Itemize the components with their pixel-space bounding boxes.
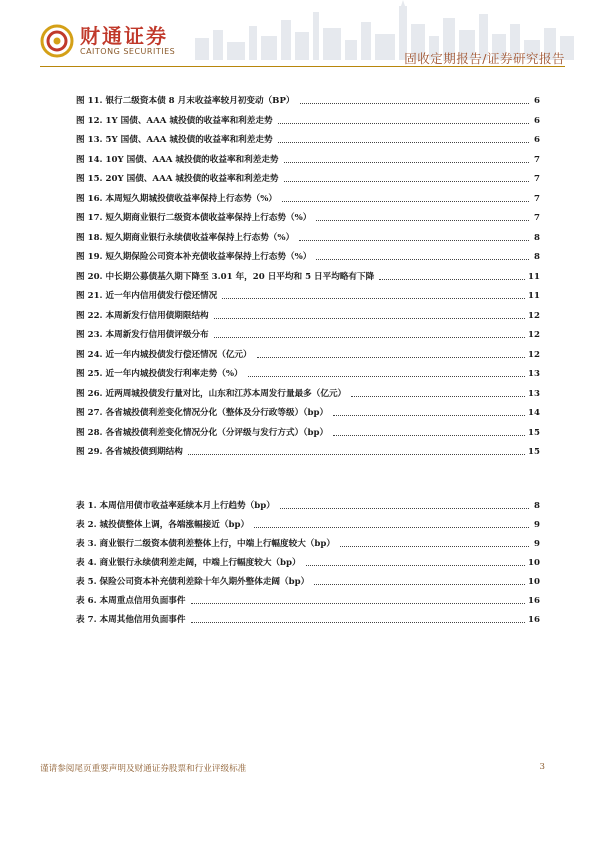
table-entry-page: 10	[528, 558, 540, 568]
figure-entry[interactable]	[76, 386, 540, 400]
table-entry-title: 表 3. 商业银行二级资本债利差整体上行，中端上行幅度较大（bp）	[76, 539, 336, 549]
figure-entry-title: 图 19. 短久期保险公司资本补充债收益率保持上行态势（%）	[76, 252, 312, 262]
figure-entry-title: 图 22. 本周新发行信用债期限结构	[76, 310, 209, 321]
dot-leader	[222, 298, 525, 299]
dot-leader	[300, 103, 530, 104]
figure-entry[interactable]	[76, 152, 540, 166]
figure-entry-title: 图 23. 本周新发行信用债评级分布	[76, 330, 209, 340]
figure-entry-title: 图 24. 近一年内城投债发行偿还情况（亿元）	[76, 349, 252, 360]
dot-leader	[214, 337, 525, 338]
table-entry[interactable]	[76, 555, 540, 569]
table-entry-page: 9	[534, 520, 540, 530]
dot-leader	[284, 181, 529, 182]
dot-leader	[316, 220, 529, 221]
dot-leader	[280, 508, 529, 509]
figure-entry[interactable]	[76, 444, 540, 458]
figure-entry-title: 图 13. 5Y 国债、AAA 城投债的收益率和利差走势	[76, 135, 273, 145]
figure-entry-page: 11	[528, 271, 540, 282]
figure-entry[interactable]	[76, 405, 540, 419]
table-entry-page: 16	[528, 615, 540, 625]
dot-leader	[278, 142, 529, 143]
figure-entry-title: 图 15. 20Y 国债、AAA 城投债的收益率和利差走势	[76, 174, 279, 184]
figure-entry[interactable]	[76, 288, 540, 302]
figure-entry[interactable]	[76, 113, 540, 127]
figure-entry-title: 图 27. 各省城投债利差变化情况分化（整体及分行政等级）（bp）	[76, 408, 329, 418]
figure-entry-title: 图 21. 近一年内信用债发行偿还情况	[76, 291, 218, 301]
figure-entry[interactable]	[76, 347, 540, 361]
figure-entry-title: 图 20. 中长期公募债基久期下降至 3.01 年，20 日平均和 5 日平均略有下降	[76, 271, 375, 282]
figure-entry-title: 图 18. 短久期商业银行永续债收益率保持上行态势（%）	[76, 232, 295, 243]
caitong-logo-icon	[40, 24, 74, 58]
table-entry-title: 表 6. 本周重点信用负面事件	[76, 596, 186, 606]
dot-leader	[306, 565, 525, 566]
dot-leader	[257, 357, 525, 358]
figure-entry-page: 12	[528, 349, 540, 360]
figure-entry-page: 7	[534, 174, 540, 184]
figure-entry-title: 图 16. 本周短久期城投债收益率保持上行态势（%）	[76, 193, 277, 204]
dot-leader	[333, 435, 525, 436]
figure-entry-page: 13	[528, 369, 540, 379]
figure-entry[interactable]	[76, 191, 540, 205]
figure-entry[interactable]	[76, 132, 540, 146]
figure-entry-page: 8	[534, 252, 540, 262]
table-entry[interactable]	[76, 517, 540, 531]
figure-entry-page: 7	[534, 154, 540, 165]
dot-leader	[284, 162, 529, 163]
figure-entry-title: 图 25. 近一年内城投债发行利率走势（%）	[76, 369, 243, 379]
dot-leader	[316, 259, 529, 260]
table-entry-page: 9	[534, 539, 540, 549]
dot-leader	[333, 415, 525, 416]
company-logo	[40, 24, 175, 58]
figure-entry[interactable]	[76, 269, 540, 283]
table-entry-title: 表 1. 本周信用债市收益率延续本月上行趋势（bp）	[76, 501, 275, 511]
figure-entry-title: 图 14. 10Y 国债、AAA 城投债的收益率和利差走势	[76, 154, 279, 165]
figure-entry-page: 14	[528, 408, 540, 418]
dot-leader	[191, 622, 526, 623]
figure-entry-page: 11	[528, 291, 540, 301]
dot-leader	[214, 318, 525, 319]
header-divider	[40, 66, 565, 67]
figure-entry-title: 图 29. 各省城投债到期结构	[76, 447, 183, 457]
figure-entry[interactable]	[76, 93, 540, 107]
figure-entry-page: 6	[534, 135, 540, 145]
dot-leader	[340, 546, 529, 547]
table-entry[interactable]	[76, 536, 540, 550]
figure-entry[interactable]	[76, 230, 540, 244]
dot-leader	[351, 396, 525, 397]
figure-entry[interactable]	[76, 366, 540, 380]
dot-leader	[191, 603, 526, 604]
table-entry[interactable]	[76, 574, 540, 588]
page-number: 3	[539, 762, 545, 772]
dot-leader	[379, 279, 525, 280]
figure-entry-page: 15	[528, 427, 540, 438]
table-entry-page: 8	[534, 501, 540, 511]
figure-entry-page: 12	[528, 310, 540, 321]
table-entry-title: 表 4. 商业银行永续债利差走阔，中端上行幅度较大（bp）	[76, 558, 301, 568]
figure-entry[interactable]	[76, 249, 540, 263]
figure-entry-title: 图 28. 各省城投债利差变化情况分化（分评级与发行方式）（bp）	[76, 427, 329, 438]
figure-entry-title: 图 26. 近两周城投债发行量对比，山东和江苏本周发行量最多（亿元）	[76, 388, 347, 399]
table-entry-page: 10	[528, 577, 540, 587]
figure-entry-title: 图 11. 银行二级资本债 8 月末收益率较月初变动（BP）	[76, 96, 295, 106]
table-entry-title: 表 7. 本周其他信用负面事件	[76, 615, 186, 625]
dot-leader	[278, 123, 529, 124]
report-type-label: 固收定期报告/证券研究报告	[404, 51, 565, 66]
dot-leader	[299, 240, 529, 241]
table-entry[interactable]	[76, 498, 540, 512]
footer-disclaimer: 谨请参阅尾页重要声明及财通证券股票和行业评级标准	[40, 764, 247, 774]
figure-entry-page: 13	[528, 388, 540, 399]
figure-entry-page: 12	[528, 330, 540, 340]
logo-english-name: CAITONG SECURITIES	[80, 47, 176, 56]
page-header	[0, 0, 595, 80]
figure-entry-page: 8	[534, 232, 540, 243]
table-entry-title: 表 2. 城投债整体上调，各端涨幅接近（bp）	[76, 520, 250, 530]
figure-entry[interactable]	[76, 425, 540, 439]
logo-chinese-name: 财通证券	[80, 24, 168, 48]
dot-leader	[248, 376, 525, 377]
table-entry-title: 表 5. 保险公司资本补充债利差除十年久期外整体走阔（bp）	[76, 577, 310, 587]
figure-entry-page: 7	[534, 213, 540, 223]
page-footer	[40, 762, 545, 776]
figure-entry-title: 图 12. 1Y 国债、AAA 城投债的收益率和利差走势	[76, 115, 273, 126]
figure-entry[interactable]	[76, 171, 540, 185]
figure-entry-page: 7	[534, 193, 540, 204]
table-entry[interactable]	[76, 593, 540, 607]
dot-leader	[188, 454, 525, 455]
table-entry-page: 16	[528, 596, 540, 606]
figure-entry-page: 15	[528, 447, 540, 457]
table-entry[interactable]	[76, 612, 540, 626]
dot-leader	[314, 584, 525, 585]
dot-leader	[254, 527, 529, 528]
figure-entry[interactable]	[76, 210, 540, 224]
figure-entry[interactable]	[76, 327, 540, 341]
figure-entry-title: 图 17. 短久期商业银行二级资本债收益率保持上行态势（%）	[76, 213, 312, 223]
figure-entry-page: 6	[534, 115, 540, 126]
figure-entry[interactable]	[76, 308, 540, 322]
dot-leader	[282, 201, 529, 202]
figure-entry-page: 6	[534, 96, 540, 106]
